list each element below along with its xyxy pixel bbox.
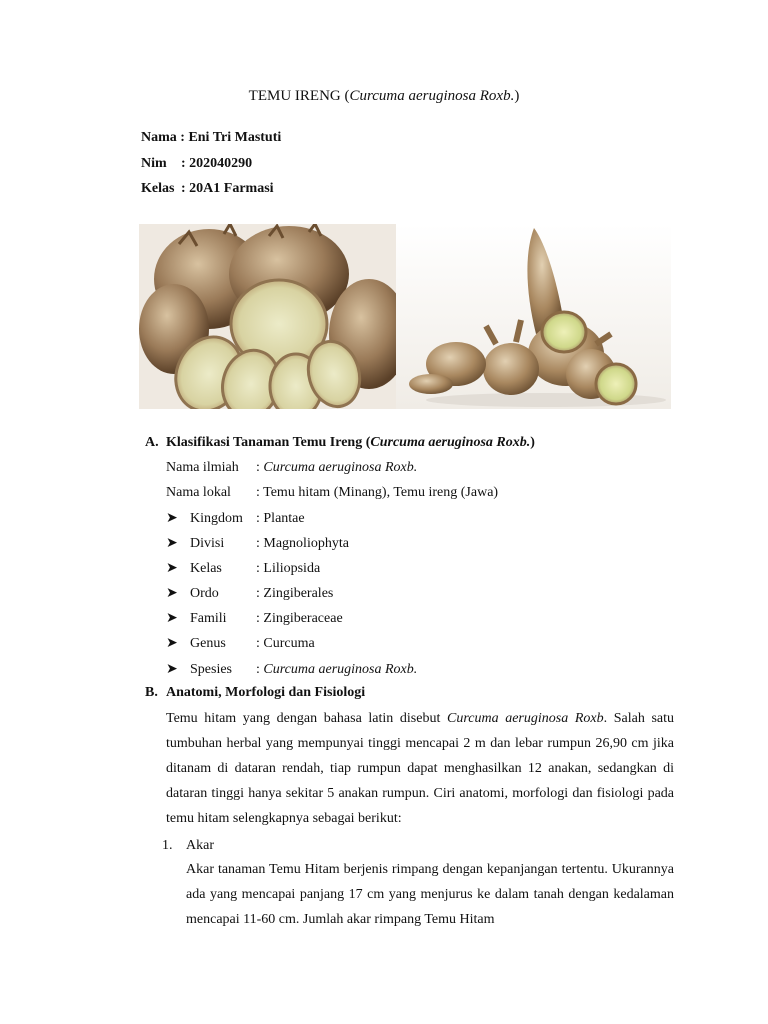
document-title: TEMU IRENG (Curcuma aeruginosa Roxb.) (248, 88, 520, 104)
taxonomy-item: ➤ Genus : Curcuma (166, 636, 315, 651)
info-nim: Nim : 202040290 (141, 156, 253, 171)
taxonomy-item: ➤ Kelas : Liliopsida (166, 561, 321, 576)
taxonomy-item: ➤ Divisi : Magnoliophyta (166, 536, 349, 551)
arrow-right-icon: ➤ (166, 511, 178, 526)
info-kelas: Kelas : 20A1 Farmasi (141, 181, 274, 196)
nama-lokal-row: Nama lokal : Temu hitam (Minang), Temu ireng (Jawa) (166, 485, 499, 500)
section-b-intro-paragraph: Temu hitam yang dengan bahasa latin disebut Curcuma aeruginosa Roxb. Salah satu tumbuhan herbal yang mempunyai tinggi mencapai 2 m dan lebar rumpun 26,90 cm jika ditanam di dataran rendah, tiap rumpun dapat menghasilkan 12 anakan, sedangkan di dataran tinggi hanya sekitar 5 anakan rumpun. Ciri anatomi, morfologi dan fisiologi pada temu hitam selengkapnya sebagai berikut: (166, 711, 674, 826)
section-a-letter: A. (145, 435, 159, 450)
taxonomy-item: ➤ Spesies : Curcuma aeruginosa Roxb. (166, 662, 418, 677)
temu-ireng-photo-right (396, 224, 671, 409)
info-nama: Nama : Eni Tri Mastuti (141, 130, 282, 145)
arrow-right-icon: ➤ (166, 662, 178, 677)
nama-ilmiah-row: Nama ilmiah : Curcuma aeruginosa Roxb. (166, 460, 418, 475)
temu-ireng-photo-left (139, 224, 396, 409)
taxonomy-item: ➤ Kingdom : Plantae (166, 511, 305, 526)
akar-paragraph: Akar tanaman Temu Hitam berjenis rimpang dengan kepanjangan tertentu. Ukurannya ada yang mencapai panjang 17 cm yang menjurus ke dalam tanah dengan kedalaman mencapai 11-60 cm. Jumlah akar rimpang Temu Hitam (186, 862, 674, 927)
section-b-letter: B. (145, 685, 158, 700)
arrow-right-icon: ➤ (166, 611, 178, 626)
taxonomy-item: ➤ Ordo : Zingiberales (166, 586, 334, 601)
list-item-number: 1. (162, 838, 173, 853)
section-a-heading: Klasifikasi Tanaman Temu Ireng (Curcuma aeruginosa Roxb.) (166, 435, 535, 450)
taxonomy-item: ➤ Famili : Zingiberaceae (166, 611, 343, 626)
akar-heading: Akar (186, 838, 214, 853)
arrow-right-icon: ➤ (166, 586, 178, 601)
arrow-right-icon: ➤ (166, 561, 178, 576)
arrow-right-icon: ➤ (166, 636, 178, 651)
arrow-right-icon: ➤ (166, 536, 178, 551)
section-b-heading: Anatomi, Morfologi dan Fisiologi (166, 685, 366, 700)
